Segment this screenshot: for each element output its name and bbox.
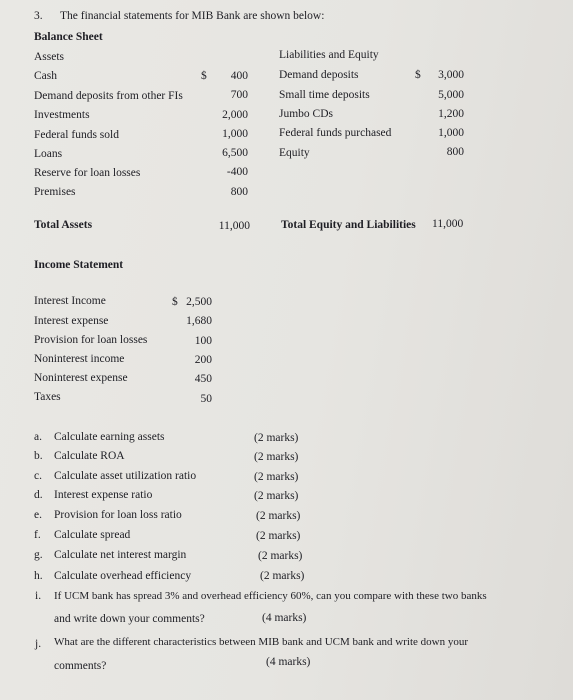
task-text: Calculate asset utilization ratio — [54, 470, 197, 482]
task-letter: g. — [34, 549, 43, 561]
task-marks: (2 marks) — [256, 510, 301, 522]
task-text: Provision for loan loss ratio — [54, 509, 182, 521]
income-label: Taxes — [34, 391, 61, 403]
task-text: Calculate spread — [54, 529, 131, 541]
question-number: 3. — [34, 10, 43, 22]
liability-value: 5,000 — [438, 89, 464, 101]
income-value: 2,500 — [186, 296, 212, 308]
task-letter: i. — [35, 590, 42, 602]
income-value: 1,680 — [186, 315, 212, 327]
total-assets-label: Total Assets — [34, 219, 93, 231]
asset-value: 800 — [230, 186, 248, 198]
task-letter: f. — [34, 529, 41, 541]
asset-value: 2,000 — [222, 109, 248, 121]
total-liabilities-label: Total Equity and Liabilities — [281, 219, 416, 231]
total-liabilities-value: 11,000 — [432, 218, 464, 230]
income-label: Noninterest income — [34, 353, 125, 365]
task-marks: (4 marks) — [266, 656, 311, 668]
liability-label: Federal funds purchased — [279, 127, 392, 139]
income-statement-title: Income Statement — [34, 259, 124, 271]
liability-label: Equity — [279, 147, 310, 159]
task-letter: j. — [35, 638, 42, 650]
income-value: 50 — [200, 393, 212, 405]
task-text: Calculate overhead efficiency — [54, 570, 192, 582]
task-marks: (2 marks) — [258, 550, 303, 562]
total-assets-value: 11,000 — [218, 220, 250, 232]
task-text: Calculate net interest margin — [54, 549, 187, 561]
asset-value: 700 — [230, 89, 248, 101]
task-marks: (2 marks) — [260, 570, 305, 582]
income-value: 450 — [194, 373, 212, 385]
task-text: Calculate ROA — [54, 450, 125, 462]
income-label: Noninterest expense — [34, 372, 128, 384]
asset-value: 400 — [230, 70, 248, 82]
asset-label: Investments — [34, 109, 90, 121]
liability-label: Small time deposits — [279, 89, 370, 101]
task-marks: (2 marks) — [254, 490, 299, 502]
liability-value: 1,200 — [438, 108, 464, 120]
asset-label: Premises — [34, 186, 76, 198]
liabilities-header: Liabilities and Equity — [279, 49, 379, 61]
question-intro: The financial statements for MIB Bank are shown below: — [60, 10, 325, 22]
task-marks: (2 marks) — [254, 432, 299, 444]
task-text: What are the different characteristics between MIB bank and UCM bank and write down your — [54, 636, 468, 648]
task-text: and write down your comments? — [54, 613, 205, 625]
asset-currency: $ — [201, 70, 207, 82]
show-through-marks — [330, 305, 530, 435]
task-letter: c. — [34, 470, 42, 482]
task-text: If UCM bank has spread 3% and overhead efficiency 60%, can you compare with these two banks — [54, 590, 487, 602]
asset-value: -400 — [226, 166, 248, 178]
asset-label: Loans — [34, 148, 63, 160]
task-letter: e. — [34, 509, 42, 521]
asset-label: Federal funds sold — [34, 129, 119, 141]
task-text: Interest expense ratio — [54, 489, 153, 501]
asset-label: Reserve for loan losses — [34, 167, 141, 179]
task-text: comments? — [54, 660, 107, 672]
task-letter: d. — [34, 489, 43, 501]
asset-value: 1,000 — [222, 128, 248, 140]
liability-value: 1,000 — [438, 127, 464, 139]
income-value: 200 — [194, 354, 212, 366]
income-label: Interest Income — [34, 295, 106, 307]
liability-value: 3,000 — [438, 69, 464, 81]
asset-label: Demand deposits from other FIs — [34, 90, 183, 102]
task-letter: h. — [34, 570, 43, 582]
liability-value: 800 — [446, 146, 464, 158]
task-letter: b. — [34, 450, 43, 462]
task-text: Calculate earning assets — [54, 431, 165, 443]
task-marks: (2 marks) — [254, 451, 299, 463]
liability-label: Jumbo CDs — [279, 108, 333, 120]
asset-label: Cash — [34, 70, 57, 82]
liability-label: Demand deposits — [279, 69, 359, 81]
task-letter: a. — [34, 431, 42, 443]
balance-sheet-title: Balance Sheet — [34, 31, 103, 43]
income-value: 100 — [194, 335, 212, 347]
assets-header: Assets — [34, 51, 65, 63]
liability-currency: $ — [415, 69, 421, 81]
task-marks: (2 marks) — [254, 471, 299, 483]
task-marks: (4 marks) — [262, 612, 307, 624]
income-currency: $ — [172, 296, 178, 308]
task-marks: (2 marks) — [256, 530, 301, 542]
asset-value: 6,500 — [222, 147, 248, 159]
income-label: Interest expense — [34, 315, 109, 327]
income-label: Provision for loan losses — [34, 334, 148, 346]
